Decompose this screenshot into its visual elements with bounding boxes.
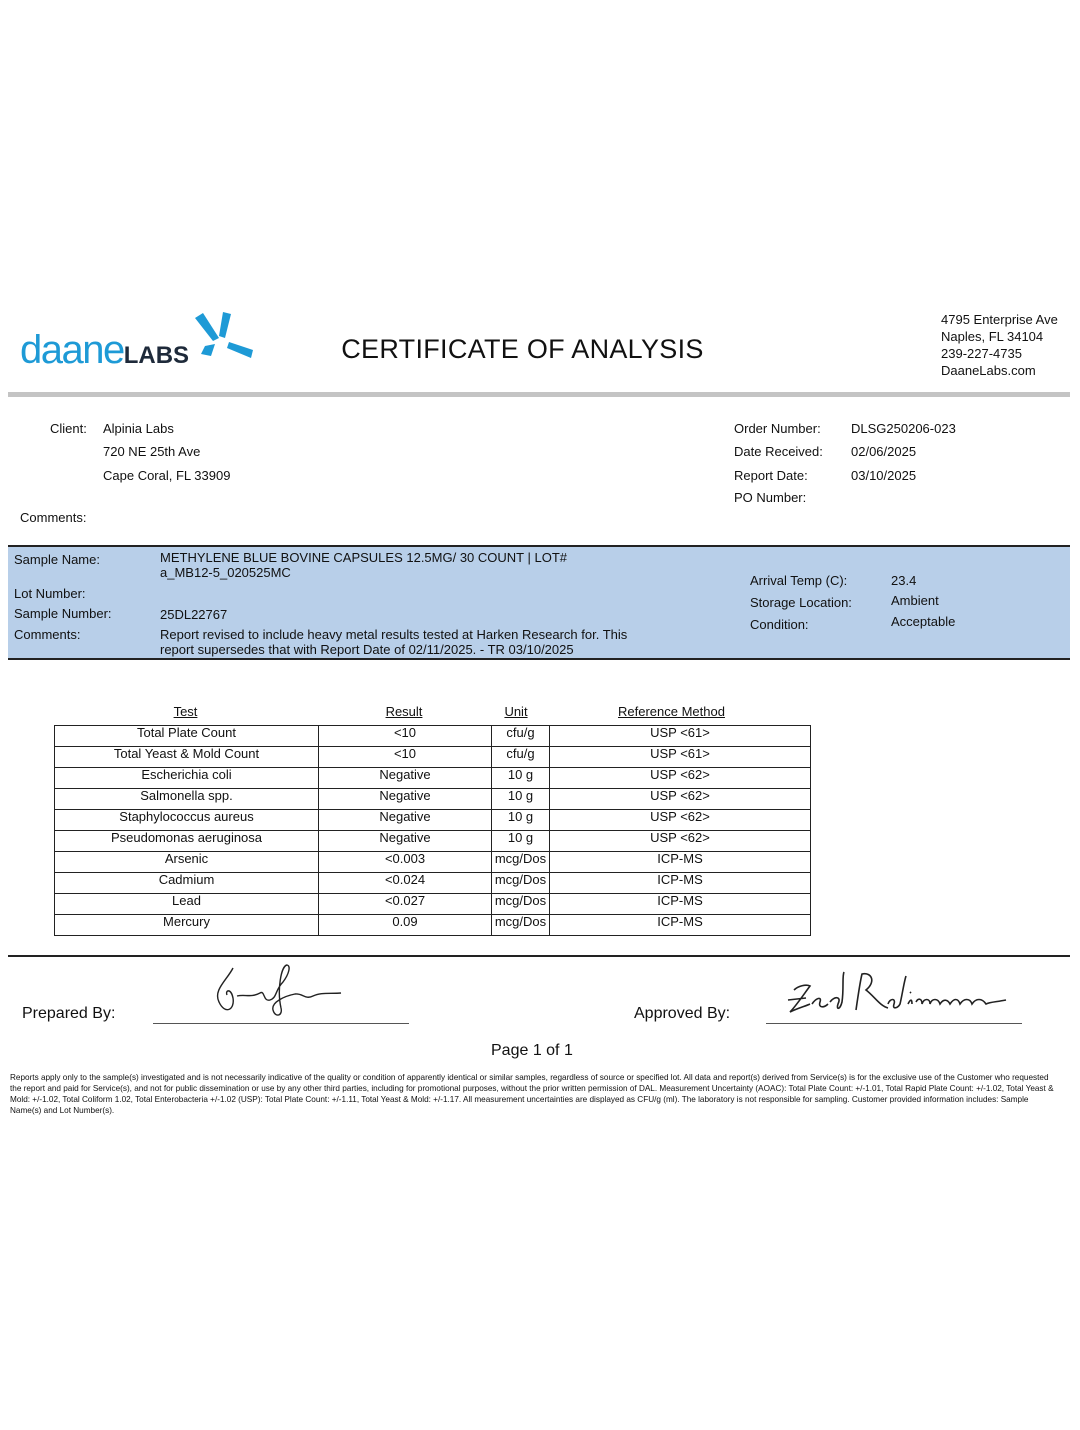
unit-cell: mcg/Dos <box>492 894 550 915</box>
po-number-label: PO Number: <box>734 490 807 505</box>
approved-signature-line <box>766 1023 1022 1024</box>
prepared-by-label: Prepared By: <box>22 1005 116 1022</box>
condition: Acceptable <box>891 614 956 629</box>
table-row <box>55 810 811 831</box>
lab-address: 4795 Enterprise Ave Naples, FL 34104 239-227-4735 DaaneLabs.com <box>941 312 1058 378</box>
unit-cell: mcg/Dos <box>492 873 550 894</box>
unit-cell: mcg/Dos <box>492 852 550 873</box>
storage-location: Ambient <box>891 593 939 608</box>
test-cell: Cadmium <box>55 873 319 894</box>
method-cell: ICP-MS <box>550 894 811 915</box>
table-row <box>55 852 811 873</box>
result-cell: Negative <box>319 831 492 852</box>
result-cell: Negative <box>319 768 492 789</box>
storage-location-label: Storage Location: <box>750 595 852 610</box>
table-row <box>55 747 811 768</box>
test-cell: Lead <box>55 894 319 915</box>
order-number: DLSG250206-023 <box>851 421 956 436</box>
prepared-signature-image <box>205 960 345 1025</box>
method-cell: USP <61> <box>550 726 811 747</box>
result-cell: <0.003 <box>319 852 492 873</box>
method-cell: USP <62> <box>550 831 811 852</box>
test-cell: Arsenic <box>55 852 319 873</box>
method-cell: USP <62> <box>550 789 811 810</box>
date-received: 02/06/2025 <box>851 444 917 459</box>
unit-cell: 10 g <box>492 810 550 831</box>
header-divider <box>8 392 1070 397</box>
client-name: Alpinia Labs <box>103 421 174 436</box>
lot-number-label: Lot Number: <box>14 586 86 601</box>
test-cell: Pseudomonas aeruginosa <box>55 831 319 852</box>
client-label: Client: <box>50 421 87 436</box>
test-cell: Total Yeast & Mold Count <box>55 747 319 768</box>
table-row <box>55 915 811 936</box>
table-row <box>55 789 811 810</box>
table-row <box>55 894 811 915</box>
approved-by-label: Approved By: <box>634 1005 731 1022</box>
client-address-2: Cape Coral, FL 33909 <box>103 468 231 483</box>
method-cell: ICP-MS <box>550 915 811 936</box>
test-cell: Total Plate Count <box>55 726 319 747</box>
result-cell: <10 <box>319 747 492 768</box>
result-cell: Negative <box>319 810 492 831</box>
method-cell: USP <61> <box>550 747 811 768</box>
method-cell: USP <62> <box>550 810 811 831</box>
arrival-temp: 23.4 <box>891 573 917 588</box>
sample-number-label: Sample Number: <box>14 606 112 621</box>
report-date-label: Report Date: <box>734 468 808 483</box>
table-row <box>55 726 811 747</box>
prepared-signature-line <box>153 1023 409 1024</box>
col-header-unit: Unit <box>504 704 528 719</box>
unit-cell: cfu/g <box>492 726 550 747</box>
date-received-label: Date Received: <box>734 444 823 459</box>
daane-labs-logo: daaneLABS <box>20 308 260 378</box>
method-cell: USP <62> <box>550 768 811 789</box>
approved-signature-image <box>780 968 1010 1020</box>
disclaimer-footer: Reports apply only to the sample(s) investigated and is not necessarily indicative of the quality or condition of apparently identical or similar samples, regardless of source or specified lot. All data and report(s) derived from Service(s) is for the exclusive use of the Customer who requested the report and paid for Service(s), and not for public dissemination or use by any other third parties, including for promotional purposes, without the prior written permission of DAL. Measurement Uncertainty (AOAC): Total Plate Count: +/-1.01, Total Rapid Plate Count: +/-1.02, Total Yeast & Mold: +/-1.02, Total Coliform 1.02, Total Enterobacteria +/-1.02 (USP): Total Plate Count: +/-1.11, Total Yeast & Mold: +/-1.17. All measurement uncertainties are displayed as CFU/g (ml). The laboratory is not responsible for sampling. Customer provided information includes: Sample Name(s) and Lot Number(s). <box>10 1073 1054 1115</box>
signature-divider <box>8 955 1070 957</box>
client-address-1: 720 NE 25th Ave <box>103 444 201 459</box>
document-title: CERTIFICATE OF ANALYSIS <box>341 334 704 364</box>
page-number: Page 1 of 1 <box>491 1042 573 1059</box>
method-cell: ICP-MS <box>550 873 811 894</box>
arrival-temp-label: Arrival Temp (C): <box>750 573 848 588</box>
method-cell: ICP-MS <box>550 852 811 873</box>
condition-label: Condition: <box>750 617 809 632</box>
unit-cell: 10 g <box>492 831 550 852</box>
sample-comments: Report revised to include heavy metal results tested at Harken Research for. This report supersedes that with Report Date of 02/11/2025. - TR 03/10/2025 <box>160 627 628 657</box>
result-cell: Negative <box>319 789 492 810</box>
order-number-label: Order Number: <box>734 421 821 436</box>
sample-number: 25DL22767 <box>160 607 228 622</box>
table-row <box>55 831 811 852</box>
test-cell: Escherichia coli <box>55 768 319 789</box>
client-comments-label: Comments: <box>20 510 87 525</box>
unit-cell: cfu/g <box>492 747 550 768</box>
table-row <box>55 873 811 894</box>
sample-comments-label: Comments: <box>14 627 81 642</box>
sample-name-label: Sample Name: <box>14 552 100 567</box>
unit-cell: 10 g <box>492 768 550 789</box>
results-table <box>54 725 811 936</box>
test-cell: Staphylococcus aureus <box>55 810 319 831</box>
col-header-method: Reference Method <box>618 704 725 719</box>
result-cell: 0.09 <box>319 915 492 936</box>
result-cell: <0.024 <box>319 873 492 894</box>
test-cell: Mercury <box>55 915 319 936</box>
test-cell: Salmonella spp. <box>55 789 319 810</box>
sample-name: METHYLENE BLUE BOVINE CAPSULES 12.5MG/ 30 COUNT | LOT# a_MB12-5_020525MC <box>160 550 567 580</box>
table-row <box>55 768 811 789</box>
unit-cell: mcg/Dos <box>492 915 550 936</box>
result-cell: <0.027 <box>319 894 492 915</box>
col-header-result: Result <box>385 704 423 719</box>
unit-cell: 10 g <box>492 789 550 810</box>
burst-icon <box>185 308 260 368</box>
result-cell: <10 <box>319 726 492 747</box>
report-date: 03/10/2025 <box>851 468 917 483</box>
col-header-test: Test <box>173 704 198 719</box>
